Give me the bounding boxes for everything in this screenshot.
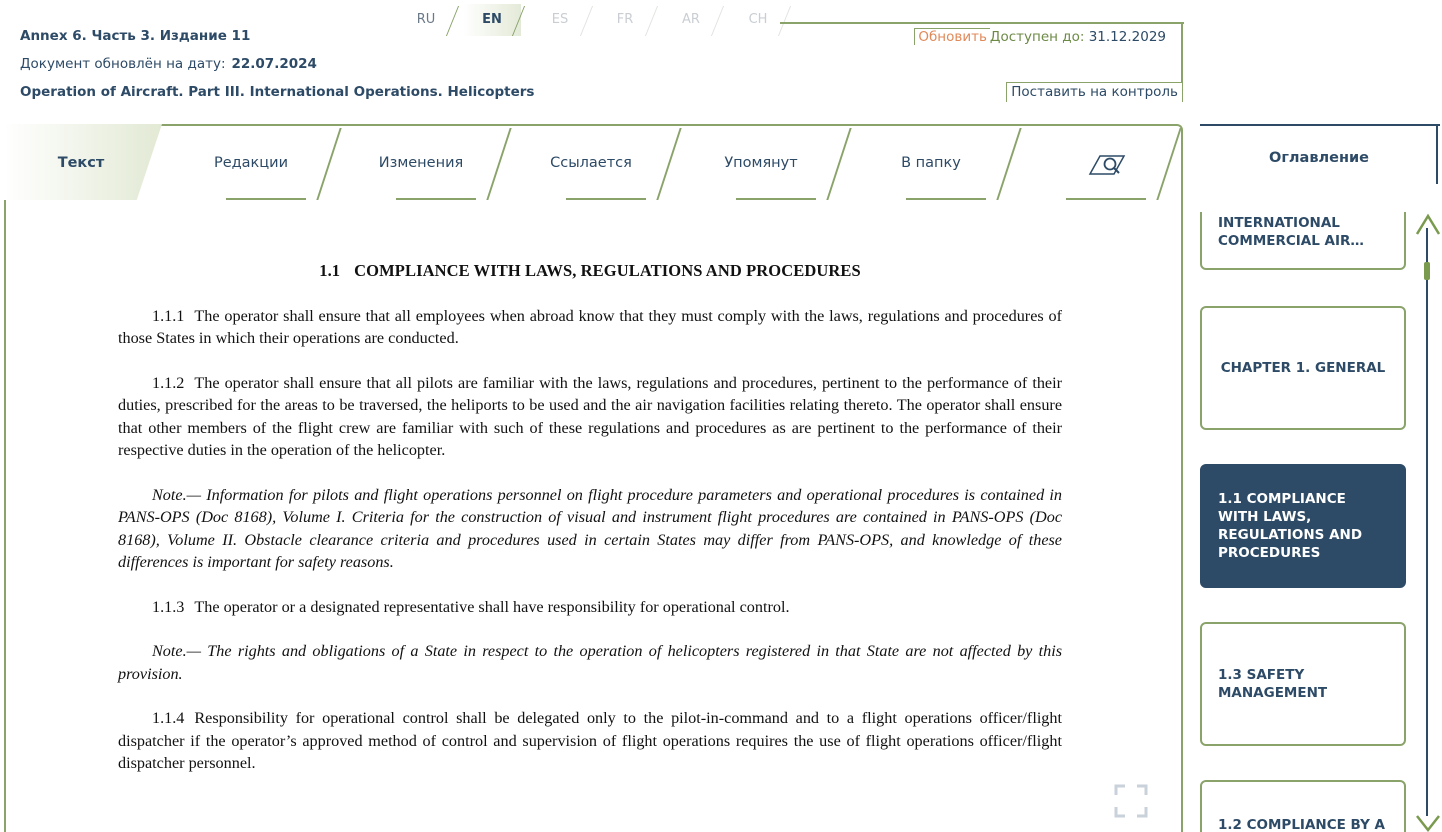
toc-item-1-1[interactable] [1200, 464, 1406, 588]
note-paragraph: Note.— Information for pilots and flight operations personnel on flight procedure parameters and operational procedures is contained in PANS-OPS (Doc 8168), Volume I. Criteria for the construction of visual and instrument flight procedures are contained in PANS-OPS (Doc 8168), Volume II. Obstacle clearance criteria and procedures used in certain States may differ from PANS-OPS, and knowledge of these differences is important for safety reasons. [118, 485, 1062, 571]
lang-label: AR [682, 12, 700, 27]
tab-label: Изменения [378, 155, 464, 171]
tab-text[interactable] [6, 126, 176, 200]
paragraph-number: 1.1.1 [152, 306, 185, 325]
tab-revisions[interactable] [166, 126, 336, 200]
paragraph-number: 1.1.4 [152, 709, 185, 727]
toc-item-chapter-1[interactable] [1200, 306, 1406, 430]
toc-item-1-3[interactable] [1200, 622, 1406, 746]
toc-item-label: 1.3 SAFETY MANAGEMENT [1218, 667, 1328, 701]
lang-tab-ar[interactable] [662, 4, 720, 36]
lang-label: EN [482, 12, 502, 27]
add-to-monitoring-button[interactable]: Поставить на контроль [1006, 82, 1182, 102]
document-tabs [6, 126, 1181, 200]
available-until [990, 29, 1166, 45]
toc-item-label: 1.1 COMPLIANCE WITH LAWS, REGULATIONS AND PROCEDURES [1218, 491, 1363, 561]
fullscreen-icon[interactable] [1114, 784, 1148, 818]
toc-list [1200, 212, 1406, 832]
tab-label: В папку [901, 155, 961, 171]
lang-tab-ch[interactable] [729, 4, 787, 36]
subscription-status [914, 28, 1166, 45]
paragraph [118, 596, 1062, 619]
document-title: Annex 6. Часть 3. Издание 11 [20, 28, 251, 44]
tab-label: Редакции [213, 155, 289, 171]
tab-references[interactable] [506, 126, 676, 200]
search-icon [1088, 152, 1126, 178]
paragraph-text: The operator shall ensure that all employees when abroad know that they must comply with the laws, regulations and procedures of those States in which their operations are conducted. [118, 306, 1062, 347]
paragraph-text: Responsibility for operational control shall be delegated only to the pilot-in-command and to a flight operations officer/flight dispatcher if the operator’s approved method of control and supervision of flight operations requires the use of flight operations officer/flight dispatcher personnel. [118, 709, 1062, 772]
available-label: Доступен до: [989, 28, 1085, 45]
document-body [118, 260, 1062, 797]
paragraph-text: The operator shall ensure that all pilots are familiar with the laws, regulations and procedures, pertinent to the performance of their duties, prescribed for the areas to be traversed, the heliports to be used and the air navigation facilities relating thereto. The operator shall ensure that other members of the flight crew are familiar with such of these regulations and procedures as are pertinent to the performance of their respective duties in the operation of the helicopter. [118, 373, 1062, 459]
tab-to-folder[interactable] [846, 126, 1016, 200]
chevron-up-icon[interactable] [1414, 212, 1442, 238]
lang-tab-ru[interactable] [397, 4, 455, 36]
toc-title: Оглавление [1269, 150, 1369, 166]
section-heading [118, 260, 1062, 283]
toc-item-1-2[interactable] [1200, 780, 1406, 832]
available-date: 31.12.2029 [1088, 28, 1166, 45]
paragraph-number: 1.1.2 [152, 373, 185, 392]
lang-label: CH [748, 12, 768, 27]
paragraph-text: The operator or a designated representative shall have responsibility for operational control. [194, 597, 790, 616]
tab-label: Упомянут [724, 155, 798, 171]
document-name: Operation of Aircraft. Part III. International Operations. Helicopters [20, 84, 535, 100]
paragraph [118, 372, 1062, 462]
tab-label: Текст [57, 155, 105, 171]
lang-label: FR [616, 12, 634, 27]
lang-tab-es[interactable] [531, 4, 589, 36]
header-frame-top [780, 22, 1184, 24]
toc-item-label: INTERNATIONAL COMMERCIAL AIR… [1218, 215, 1364, 249]
paragraph-number: 1.1.3 [152, 597, 185, 616]
section-title: COMPLIANCE WITH LAWS, REGULATIONS AND PROCEDURES [354, 261, 861, 280]
toc-item-label: 1.2 COMPLIANCE BY A [1218, 817, 1386, 832]
section-number: 1.1 [319, 261, 341, 280]
paragraph [118, 305, 1062, 350]
toc-scrollbar-track[interactable] [1426, 228, 1428, 816]
tab-changes[interactable] [336, 126, 506, 200]
toc-scrollbar-thumb[interactable] [1424, 262, 1430, 280]
tab-search[interactable] [1026, 126, 1176, 200]
tab-mentioned[interactable] [676, 126, 846, 200]
language-switcher [405, 4, 785, 36]
lang-label: RU [416, 12, 436, 27]
updated-date: 22.07.2024 [231, 56, 317, 72]
document-updated [20, 56, 317, 72]
note-paragraph: Note.— The rights and obligations of a State in respect to the operation of helicopters registered in that State are not affected by this provision. [118, 642, 1062, 683]
toc-item[interactable] [1200, 212, 1406, 270]
lang-tab-fr[interactable] [596, 4, 654, 36]
paragraph [118, 707, 1062, 775]
updated-label: Документ обновлён на дату: [20, 56, 226, 72]
toc-header [1200, 124, 1440, 198]
lang-tab-en[interactable] [463, 4, 521, 36]
refresh-button[interactable]: Обновить [914, 28, 990, 45]
tab-label: Ссылается [550, 155, 632, 171]
document-panel [4, 124, 1183, 832]
chevron-down-icon[interactable] [1414, 812, 1442, 832]
lang-label: ES [551, 12, 569, 27]
toc-item-label: CHAPTER 1. GENERAL [1220, 360, 1386, 376]
